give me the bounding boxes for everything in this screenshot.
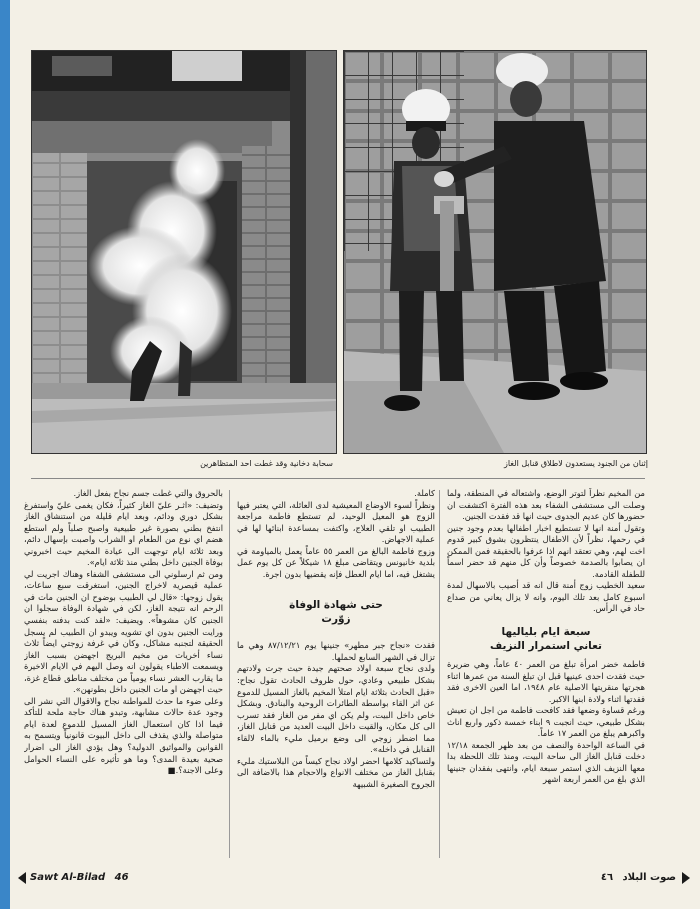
paragraph: في الساعة الواحدة والنصف من بعد ظهر الجمعة ١٢/١٨ دخلت قنابل الغاز الى ساحة البيت، ومنذ تلك اللحظة بدا معها النزيف الذي استمر سبعة ايام، وانتهى بفقدان جنينها الذي بلغ من العمر اربعة اشهر [447,739,645,785]
paragraph: فاطمة خضر امرأة تبلغ من العمر ٤٠ عاماً، وهي ضريرة حيث فقدت احدى عينيها قبل ان تبلغ السنة من عمرها اثناء هجرتها منقريتها الاصلية عام ١٩٤٨، اما العين الاخرى فقد فقدتها اثناء ولادة ابنها الاكبر. [447,659,645,704]
footer-magazine-name-ar: صوت البلاد ٤٦ [600,872,676,883]
footer-arrow-right-icon [682,872,690,884]
paragraph: ولدى نجاح سبعة اولاد صحتهم جيدة حيث جرت ولادتهم بشكل طبيعي وعادي، حول ظروف الحادث تقول نجاح: «قبل الحادث بثلاثة ايام امتلأ المخيم بالغاز المسيل للدموع عن اثر القاء بواسطة الطائرات الروحية والبنادق. وبشكل خاص داخل البيت، ولم يكن اي مفر من الغاز فقد تسرب الى كل مكان، والقيت داخل البيت العديد من قنابل الغاز، مما اضطر زوجي الى وضع برميل مليء بالماء لالقاء القنابل في داخله». [237,663,435,755]
paragraph: وتضيف: «اثـر عليّ الغاز كثيراً، فكان يغمى عليّ واستفرغ بشكل دوري ودائم، وبعد ايام قليلة من استنشاق الغاز انتفخ بطني بصورة غير طبيعية واصبح صلباً ولم استطع هضم اي نوع من الطعام او الشراب واصبت بإسهال دائم، وبعد ثلاثة ايام توجهت الى عيادة المخيم حيث اخبروني بوفاة الجنين داخل بطني منذ ثلاثة ايام». [24,499,223,568]
paragraph: وعلى ضوء ما حدث للمواطنة نجاح والاقوال التي نشر الى وجود عدة حالات مشابهة، وتبدو هناك حاجة ملحة للتأكد فيما اذا كان استعمال الغاز المسيل للدموع لعدة ايام متواصلة والذي يقذف الى داخل البيوت قانونياً ويتسمح به القوانين والمواثيق الدولية؟ وهل يؤدي الغاز الى اضرار صحية بعيدة المدى؟ وما هو تأثيره على النساء الحوامل وعلى الاجنة؟.■ [24,695,223,776]
subheading-death-certificate: حتى شهادة الوفاة زوّرت [289,599,383,626]
article-column-1 [447,488,645,860]
paragraph: ومن ثم ارسلوني الى مستشفى الشفاء وهناك اجريت لي عملية قيصرية لاخراج الجنين، استغرقت سبع ساعات، يقول زوجها: «قال لي الطبيب بوضوح ان الجنين مات في الرحم انه نتيجة الغاز، لكن في شهادة الوفاة سجلوا ان الجنين كان مشوهاً». ويضيف: «لقد كنت بدفنه بنفسي ورايت الجنين بدون اي تشويه ويبدو ان الطبيب لم يسجل الحقيقة لتجنبه مشاكل، وكان في غرفة زوجتي ايضاً ثلاث نساء أخريات من مخيم البريج اجهضن بسبب الغاز ويسمعت الاطباء يقولون انه وصل اليهم في الايام الاخيرة ما يقارب العشر نساء يومياً من مختلف مناطق قطاع غزة، حيث اجهضن او مات الجنين داخل بطونهن». [24,568,223,695]
paragraph: ورغم قساوة وضعها فقد كافحت فاطمة من اجل ان تعيش بشكل طبيعي، حيث انجبت ٩ ابناء خمسة ذكور واربع اناث واكبرهم يبلغ من العمر ١٧ عاماً. [447,705,645,739]
column-divider [439,490,440,858]
photo-soldiers-gas [343,50,647,454]
footer-arrow-left-icon [18,872,26,884]
paragraph: ولتساكيد كلامها احضر اولاد نجاح كيساً من البلاستيك مليء بقنابل الغاز من مختلف الانواع والاحجام هذا بالاضافة الى الجروح الصغيرة الشبيهة [237,755,435,789]
photo-smoke-protester [31,50,337,454]
caption-divider [31,478,645,479]
paragraph: كاملة. [414,488,435,498]
paragraph: فقدت «نجاح جبر مطهر» جنينها يوم ٨٧/١٢/٢١ وهي ما تزال في الشهر السابع لحملها. [237,640,435,662]
left-photo-caption: سحابة دخانية وقد غطت احد المتظاهرين [200,459,333,468]
subheading-seven-days: سبعة ايام بلياليها تعاني استمرار النزيف [490,626,602,653]
paragraph: وتقول أمنة انها لا تستطيع اخبار اطفالها بعدم وجود جنين في رحمها، نظراً لأن الاطفال ينتظرون بشوق كبير قدوم اخت لهم، وهي تعتقد انهم اذا عرفوا بالحقيقة فمن الممكن ان يصابوا بالصدمة خصوصاً وأن كل منهم قد حضر اسماً للطفلة القادمة. [447,522,645,579]
paragraph: سعيد الخطيب زوج أمنة قال انه قد أصيب بالاسهال لمدة اسبوع كامل بعد تلك اليوم، وانه لا يزال يعاني من صداع حاد في الرأس. [447,580,645,614]
paragraph: ونظراً لسوء الاوضاع المعيشية لدى العائلة، التي يعتبر فيها الزوج هو المعيل الوحيد، لم تستطع فاطمة مراجعة الطبيب او تلقي العلاج، واكتفت بمساعدة ابنائها لها في عملية الاجهاض. [237,499,435,545]
magazine-page [18,8,690,901]
article-column-2 [237,488,435,860]
paragraph: من المخيم نظراً لتوتر الوضع، واشتعاله في المنطقة، ولما وصلت الى مستشفى الشفاء بعد هذه الفترة اكتشفت ان حضورها كان عديم الجدوى حيث انها قد فقدت الجنين. [447,488,645,522]
footer-page-number-ar: ٤٦ [600,872,614,883]
column-divider [229,490,230,858]
page-edge-stripe [0,0,10,909]
paragraph: بالحروق والتي غطت جسم نجاح بفعل الغاز. [73,488,223,498]
paragraph: وزوج فاطمة البالغ من العمر ٥٥ عاماً يعمل بالمياومة في بلدية خانيونس ويتقاضى مبلغ ١٨ شيكلاً عن كل يوم عمل يشتغل فيه، اما ايام العطل فإنه يقضيها بدون اجرة. [237,545,435,579]
footer-magazine-name: Sawt Al-Bilad 46 [30,872,129,883]
article-column-3 [24,488,223,860]
footer-page-number: 46 [114,872,129,883]
right-photo-caption: إثنان من الجنود يستعدون لاطلاق قنابل الغاز [503,459,648,468]
